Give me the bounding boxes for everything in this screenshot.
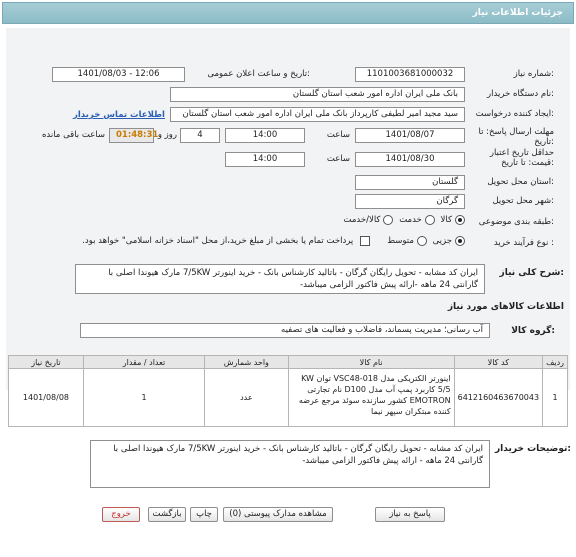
city-field: گرگان bbox=[355, 194, 465, 209]
treasury-note bbox=[60, 236, 370, 247]
col-qty: تعداد / مقدار bbox=[83, 356, 204, 369]
cell-unit: عدد bbox=[205, 369, 289, 427]
category-both-radio[interactable] bbox=[383, 215, 393, 225]
cell-row: 1 bbox=[543, 369, 568, 427]
exit-button[interactable]: خروج bbox=[102, 507, 140, 522]
process-medium-radio[interactable] bbox=[417, 236, 427, 246]
cell-date: 1401/08/08 bbox=[9, 369, 84, 427]
category-goods-radio[interactable] bbox=[455, 215, 465, 225]
process-options bbox=[375, 236, 465, 247]
print-button[interactable]: چاپ bbox=[190, 507, 218, 522]
back-button[interactable]: بازگشت bbox=[148, 507, 186, 522]
deadline-time-label: ساعت bbox=[326, 130, 350, 140]
summary-label: شرح کلی نیاز: bbox=[499, 268, 564, 278]
category-options bbox=[290, 215, 465, 226]
validity-time-field: 14:00 bbox=[225, 152, 305, 167]
need-number-label: شماره نیاز: bbox=[513, 69, 554, 79]
cell-name: اینورتر الکتریکی مدل VSC48-018 توان KW 5/5 کاربرد پمپ آب مدل D100 نام تجارتی EMOTRON کشور سازنده سوئد مرجع عرضه کننده مبتکران سپهر نیما bbox=[288, 369, 454, 427]
treasury-checkbox[interactable] bbox=[360, 236, 370, 246]
cell-code: 6412160463670043 bbox=[454, 369, 542, 427]
buyer-notes-box: ایران کد مشابه - تحویل رایگان گرگان - باتالید کارشناس بانک - خرید اینورتر 7/5KW مارک هیوندا اصلی با گارانتی 24 ماهه - ارائه پیش فاکتور الزامی میباشد- bbox=[90, 440, 490, 488]
category-goods-label: کالا bbox=[440, 215, 452, 225]
summary-box: ایران کد مشابه - تحویل رایگان گرگان - باتالید کارشناس بانک - خرید اینورتر 7/5KW مارک هیوندا اصلی با گارانتی 24 ماهه -ارائه پیش فاکتور الزامی میباشد- bbox=[75, 264, 485, 294]
remaining-time-label: ساعت باقی مانده bbox=[41, 130, 105, 140]
view-documents-button[interactable]: مشاهده مدارک پیوستی (0) bbox=[223, 507, 333, 522]
panel-header: جزئیات اطلاعات نیاز bbox=[2, 2, 574, 24]
validity-label: حداقل تاریخ اعتبار قیمت: تا تاریخ: bbox=[489, 148, 554, 168]
deadline-label: مهلت ارسال پاسخ: تا تاریخ: bbox=[478, 127, 554, 147]
remaining-time-field: 01:48:31 bbox=[109, 128, 154, 143]
goods-group-field: آب رسانی؛ مدیریت پسماند، فاضلاب و فعالیت های تصفیه bbox=[80, 323, 490, 338]
announce-label: تاریخ و ساعت اعلان عمومی: bbox=[207, 69, 310, 79]
province-field: گلستان bbox=[355, 175, 465, 190]
buyer-notes-label: توضیحات خریدار: bbox=[495, 444, 571, 454]
col-name: نام کالا bbox=[288, 356, 454, 369]
category-both-label: کالا/خدمت bbox=[343, 215, 381, 225]
buyer-contact-link[interactable]: اطلاعات تماس خریدار bbox=[73, 110, 165, 120]
category-service-radio[interactable] bbox=[425, 215, 435, 225]
days-label: روز و bbox=[157, 130, 177, 140]
validity-time-label: ساعت bbox=[326, 154, 350, 164]
treasury-note-text: پرداخت تمام یا بخشی از مبلغ خرید،از محل "اسناد خزانه اسلامی" خواهد بود. bbox=[82, 236, 354, 246]
days-field: 4 bbox=[180, 128, 220, 143]
category-service-label: خدمت bbox=[399, 215, 422, 225]
city-label: شهر محل تحویل: bbox=[492, 196, 554, 206]
province-label: استان محل تحویل: bbox=[487, 177, 554, 187]
col-row: ردیف bbox=[543, 356, 568, 369]
deadline-time-field: 14:00 bbox=[225, 128, 305, 143]
need-number-field: 1101003681000032 bbox=[355, 67, 465, 82]
goods-section-title: اطلاعات کالاهای مورد نیاز bbox=[447, 302, 564, 312]
buyer-org-label: نام دستگاه خریدار: bbox=[487, 89, 554, 99]
process-minor-radio[interactable] bbox=[455, 236, 465, 246]
process-medium-label: متوسط bbox=[387, 236, 414, 246]
validity-date-field: 1401/08/30 bbox=[355, 152, 465, 167]
process-label: نوع فرآیند خرید : bbox=[493, 238, 554, 248]
col-code: کد کالا bbox=[454, 356, 542, 369]
cell-qty: 1 bbox=[83, 369, 204, 427]
deadline-date-field: 1401/08/07 bbox=[355, 128, 465, 143]
reply-button[interactable]: پاسخ به نیاز bbox=[375, 507, 445, 522]
col-unit: واحد شمارش bbox=[205, 356, 289, 369]
creator-label: ایجاد کننده درخواست: bbox=[475, 109, 554, 119]
process-minor-label: جزیی bbox=[432, 236, 452, 246]
buyer-org-field: بانک ملی ایران اداره امور شعب استان گلستان bbox=[170, 87, 465, 102]
goods-table-header bbox=[9, 356, 568, 369]
category-label: طبقه بندی موضوعی: bbox=[478, 217, 554, 227]
goods-group-label: گروه کالا: bbox=[511, 326, 555, 336]
creator-field: سید مجید امیر لطیفی کارپرداز بانک ملی ایران اداره امور شعب استان گلستان bbox=[170, 107, 465, 122]
announce-field: 1401/08/03 - 12:06 bbox=[52, 67, 185, 82]
goods-table bbox=[8, 355, 568, 427]
col-date: تاریخ نیاز bbox=[9, 356, 84, 369]
table-row bbox=[9, 369, 568, 427]
